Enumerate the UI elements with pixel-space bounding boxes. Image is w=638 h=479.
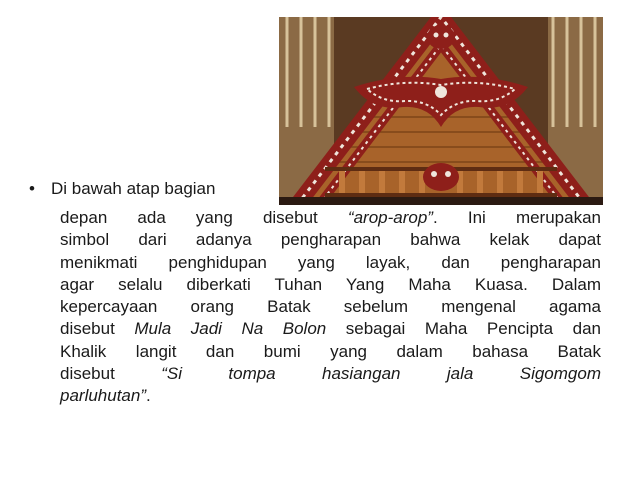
paragraph-line: menikmati penghidupan yang layak, dan pengharapan — [60, 252, 601, 272]
paragraph-line: depan ada yang disebut “arop-arop”. Ini merupakan — [60, 208, 601, 227]
italic-term: “arop-arop” — [347, 208, 433, 227]
body-paragraph — [60, 207, 601, 408]
paragraph-line: Khalik langit dan bumi yang dalam bahasa Batak — [60, 341, 601, 361]
italic-term: parluhutan” — [60, 386, 147, 406]
gable-illustration — [279, 17, 603, 205]
paragraph-line: parluhutan”. — [60, 386, 151, 406]
bullet-marker: • — [29, 179, 35, 198]
paragraph-line: kepercayaan orang Batak sebelum mengenal agama — [60, 297, 601, 317]
bullet-lead-text: Di bawah atap bagian — [51, 179, 216, 198]
italic-term: “Si tompa hasiangan jala Sigomgom — [161, 364, 601, 384]
italic-term: Mula Jadi Na Bolon — [134, 319, 327, 339]
paragraph-line: agar selalu diberkati Tuhan Yang Maha Kuasa. Dalam — [60, 274, 601, 294]
gable-photo — [279, 17, 603, 205]
paragraph-line: disebut Mula Jadi Na Bolon sebagai Maha Pencipta dan — [60, 319, 601, 339]
paragraph-line: disebut “Si tompa hasiangan jala Sigomgom — [60, 364, 601, 384]
paragraph-line: simbol dari adanya pengharapan bahwa kelak dapat — [60, 230, 601, 250]
bullet-lead — [29, 178, 215, 200]
